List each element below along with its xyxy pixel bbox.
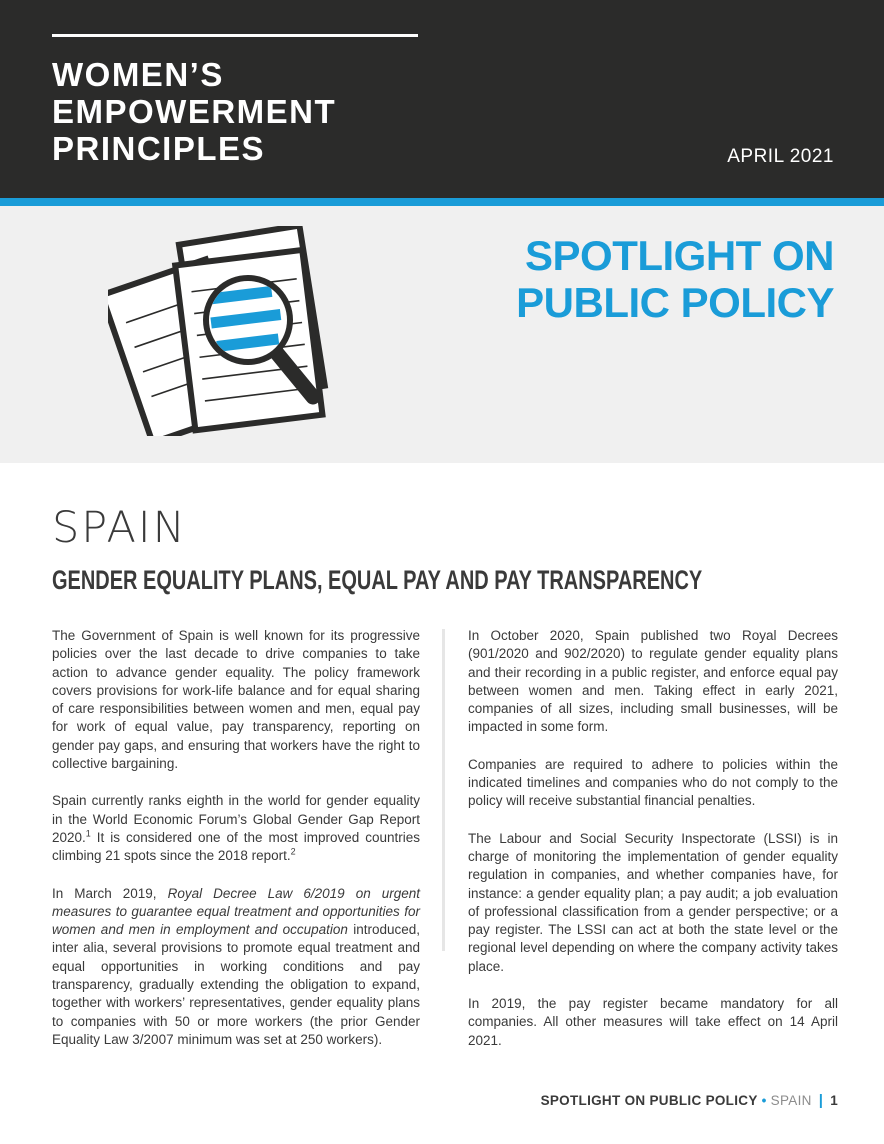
article-subtitle: GENDER EQUALITY PLANS, EQUAL PAY AND PAY TRANSPARENCY	[52, 565, 703, 595]
banner-title-line2: PUBLIC POLICY	[516, 279, 834, 326]
body-paragraph	[468, 627, 838, 737]
accent-bar	[0, 198, 884, 206]
text-run: introduced, inter alia, several provisions to promote equal treatment and equal opportunities in working conditions and pay transparency, gradually extending the obligation to expand, together with workers’ representatives, gender equality plans to companies with 50 or more workers (the prior Gender Equality Law 3/2007 minimum was set at 250 workers).	[52, 922, 421, 1047]
article-subtitle-wrap	[52, 565, 884, 595]
body-paragraph	[52, 627, 420, 773]
masthead-title-line3: PRINCIPLES	[52, 130, 266, 167]
text-run: It is considered one of the most improved countries climbing 21 spots since the 2018 report.	[52, 829, 420, 864]
footnote-marker: 2	[290, 846, 296, 857]
body-paragraph	[52, 792, 420, 865]
text-run: The Government of Spain is well known for its progressive policies over the last decade to drive companies to take action to advance gender equality. The policy framework covers provisions for work-life balance and for equal sharing of care responsibilities between women and men, equal pay for work of equal value, pay transparency, reporting on gender pay gaps, and ensuring that workers have the right to collective bargaining.	[52, 628, 420, 772]
body-paragraph	[468, 756, 838, 811]
body-columns	[52, 627, 838, 1069]
body-paragraph	[468, 830, 838, 976]
right-column	[468, 627, 838, 1069]
body-paragraph	[468, 995, 838, 1050]
country-title: SPAIN	[52, 503, 187, 553]
text-run: In March 2019,	[52, 885, 168, 901]
banner-title	[516, 232, 834, 326]
banner	[0, 206, 884, 463]
text-run: Spain currently ranks eighth in the world for gender equality in the World Economic Forum’s Global Gender Gap Report 2020.	[52, 793, 420, 845]
masthead-title-line2: EMPOWERMENT	[52, 93, 337, 130]
text-run: Companies are required to adhere to policies within the indicated timelines and companies who do not comply to the policy will receive substantial financial penalties.	[468, 756, 838, 809]
left-column	[52, 627, 420, 1069]
column-divider	[442, 629, 445, 951]
footer-country: SPAIN	[770, 1093, 812, 1108]
article	[0, 463, 884, 1069]
documents-magnifier-icon	[108, 226, 358, 436]
footer-brand: SPOTLIGHT ON PUBLIC POLICY	[540, 1093, 758, 1108]
footer-bar-separator: |	[818, 1092, 824, 1109]
text-run: The Labour and Social Security Inspectorate (LSSI) is in charge of monitoring the implementation of gender equality regulation in companies, and whether companies have, for instance: a gender equality plan; a pay audit; a job evaluation of professional classification from a gender perspective; or a pay register. The LSSI can act at both the state level or the regional level depending on where the company activity takes place.	[468, 830, 838, 974]
footnote-marker: 1	[85, 828, 91, 839]
footer-page-number: 1	[830, 1093, 838, 1108]
masthead	[0, 0, 884, 198]
page-footer	[541, 1092, 838, 1109]
footer-dot-separator: •	[761, 1093, 767, 1108]
text-run: In 2019, the pay register became mandatory for all companies. All other measures will take effect on 14 April 2021.	[468, 996, 838, 1048]
issue-date: APRIL 2021	[727, 146, 834, 167]
text-run: In October 2020, Spain published two Royal Decrees (901/2020 and 902/2020) to regulate gender equality plans and their recording in a public register, and enforce equal pay between women and men. Taking effect in early 2021, companies of all sizes, including small businesses, will be impacted in some form.	[468, 628, 838, 735]
body-paragraph	[52, 885, 420, 1050]
masthead-title	[52, 56, 336, 167]
masthead-title-line1: WOMEN’S	[52, 56, 224, 93]
banner-title-line1: SPOTLIGHT ON	[525, 232, 834, 279]
text-run: Royal Decree Law 6/2019 on urgent measures to guarantee equal treatment and opportunities for women and men in employment and occupation	[52, 885, 420, 938]
masthead-rule	[52, 34, 418, 37]
